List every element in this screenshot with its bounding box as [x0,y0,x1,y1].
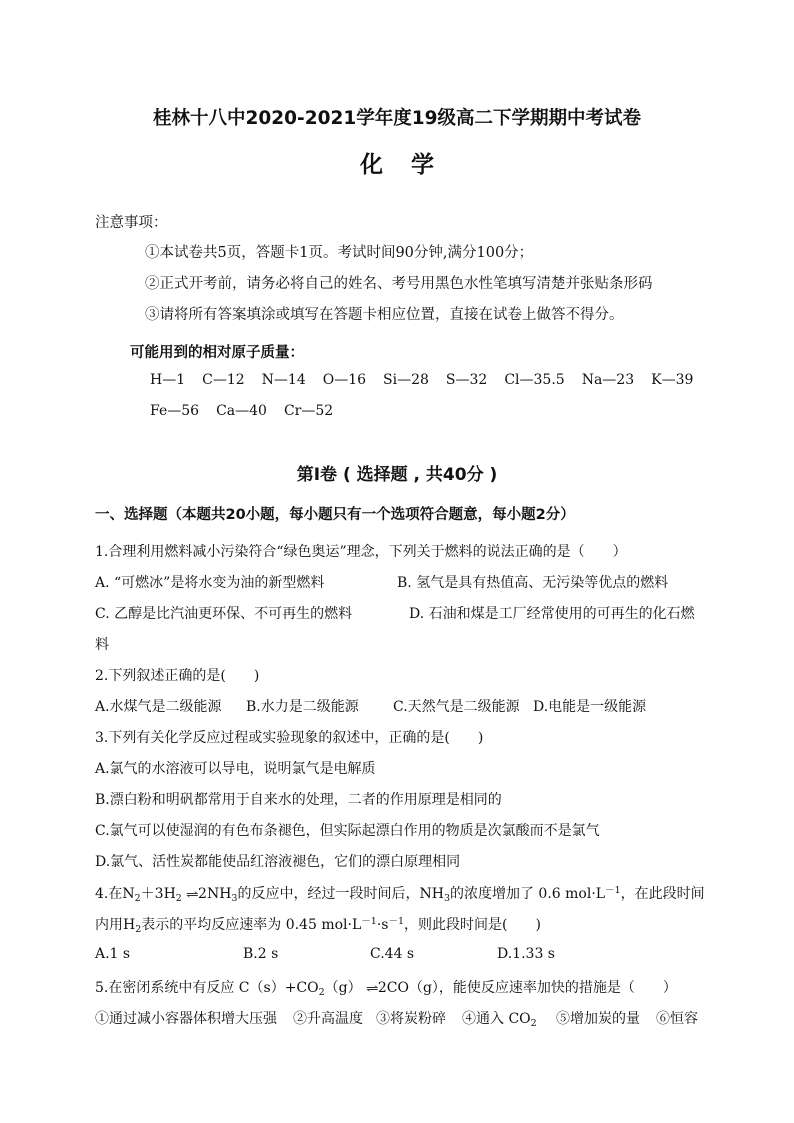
question-5-item-1: ①通过减小容器体积增大压强 [95,1011,277,1027]
atomic-mass-si: Si—28 [383,372,429,388]
question-3-option-a: A.氯气的水溶液可以导电，说明氯气是电解质 [95,761,376,777]
question-1-option-c: C. 乙醇是比汽油更环保、不可再生的燃料 [95,606,353,622]
equilibrium-arrow-icon: ⇌ [185,888,195,901]
question-5-item-6: ⑥恒容 [656,1011,698,1027]
atomic-mass-ca: Ca—40 [216,403,267,419]
question-2-option-b: B.水力是二级能源 [246,699,359,715]
question-3-option-b: B.漂白粉和明矾都常用于自来水的处理，二者的作用原理是相同的 [95,792,502,808]
notice-item-2: ②正式开考前，请务必将自己的姓名、考号用黑色水性笔填写清楚并张贴条形码 [145,276,653,292]
question-5-item-3: ③将炭粉碎 [376,1011,446,1027]
atomic-mass-cl: Cl—35.5 [504,372,565,388]
question-4-option-b: B.2 s [243,946,279,962]
question-4-stem: 4.在$N_2+3H_2$ ⇌ $2NH_3$的反应中，经过一段时间后，$NH_3$的浓度增加了 0.6 $mol\cdot L^{-1}$，在此段时间 [95,885,705,904]
section-1-heading: 一、选择题（本题共20小题，每小题只有一个选项符合题意，每小题2分） [95,507,575,523]
question-5-options [95,1008,705,1028]
atomic-mass-c: C—12 [202,372,245,388]
question-4-stem-line-2: 内用$H_2$表示的平均反应速率为 0.45 $mol\cdot L^{-1}\cdot s^{-1}$，则此段时间是( ) [95,916,541,935]
subject-char-1: 化 [360,152,383,178]
question-5-item-4: ④通入 $CO_2$ [462,1011,537,1029]
atomic-mass-row-2 [150,403,350,419]
question-2-stem: 2.下列叙述正确的是( ) [95,668,260,684]
atomic-mass-h: H—1 [150,372,186,388]
question-4-option-d: D.1.33 s [497,946,555,962]
question-1-option-b: B. 氢气是具有热值高、无污染等优点的燃料 [397,575,669,591]
question-4-option-a: A.1 s [95,946,131,962]
atomic-mass-k: K—39 [651,372,694,388]
question-3-option-d: D.氯气、活性炭都能使品红溶液褪色，它们的漂白原理相同 [95,854,461,870]
question-1-stem: 1.合理利用燃料减小污染符合“绿色奥运”理念，下列关于燃料的说法正确的是（ ） [95,544,627,560]
question-5-stem: 5.在密闭系统中有反应 $C(s)+CO_2(g)$ ⇌ 2CO（g），能使反应速率加快的措施是（ ） [95,980,677,998]
question-5-item-5: ⑤增加炭的量 [556,1011,640,1027]
question-5-item-2: ②升高温度 [293,1011,363,1027]
question-1-option-d: D. 石油和煤是工厂经常使用的可再生的化石燃 [409,606,695,622]
question-3-stem: 3.下列有关化学反应过程或实验现象的叙述中，正确的是( ) [95,730,484,746]
question-2-option-d: D.电能是一级能源 [533,699,647,715]
subject-title [0,146,794,179]
part-1-title: 第I卷 ( 选择题 , 共40分 ) [296,465,498,485]
question-2-option-c: C.天然气是二级能源 [393,699,520,715]
question-1-option-a: A. “可燃冰”是将水变为油的新型燃料 [95,575,325,591]
notice-heading: 注意事项： [95,215,168,231]
exam-title: 桂林十八中2020-2021学年度19级高二下学期期中考试卷 [153,108,641,129]
notice-item-1: ①本试卷共5页，答题卡1页。考试时间90分钟,满分100分； [145,245,534,261]
atomic-mass-na: Na—23 [581,372,635,388]
atomic-mass-fe: Fe—56 [150,403,200,419]
atomic-mass-o: O—16 [322,372,367,388]
question-1-option-d-continued: 料 [95,637,109,653]
question-3-option-c: C.氯气可以使湿润的有色布条褪色，但实际起漂白作用的物质是次氯酸而不是氯气 [95,823,600,839]
subject-char-2: 学 [411,152,434,178]
atomic-mass-row-1 [150,372,693,388]
question-4-option-c: C.44 s [370,946,415,962]
atomic-mass-n: N—14 [261,372,306,388]
equilibrium-arrow-icon: ⇌ [365,982,375,995]
question-2-option-a: A.水煤气是二级能源 [95,699,222,715]
atomic-mass-heading: 可能用到的相对原子质量： [130,345,304,361]
atomic-mass-s: S—32 [445,372,488,388]
notice-item-3: ③请将所有答案填涂或填写在答题卡相应位置，直接在试卷上做答不得分。 [145,307,624,323]
atomic-mass-cr: Cr—52 [283,403,334,419]
